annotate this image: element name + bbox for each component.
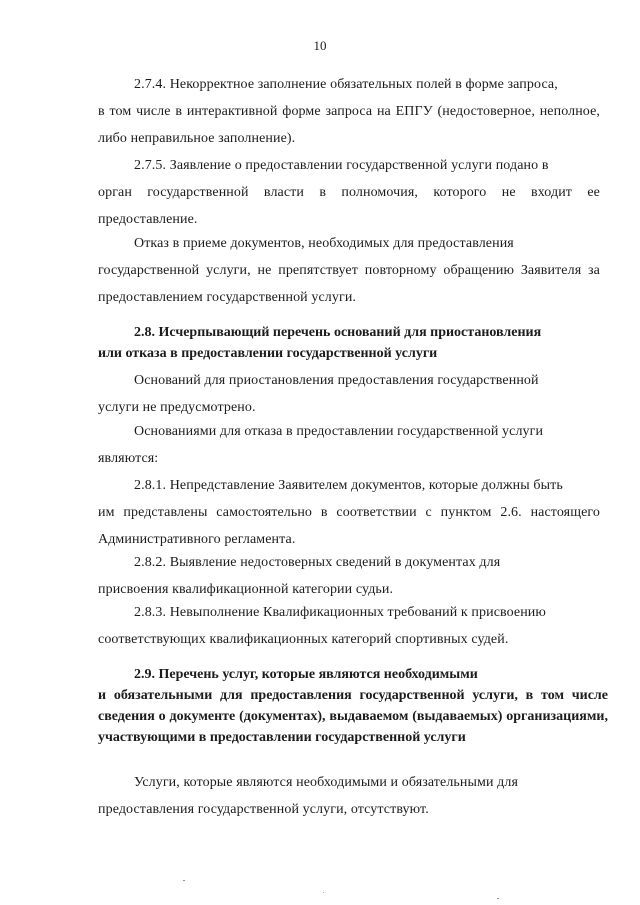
paragraph-2-7-5: [98, 152, 600, 233]
paragraph-continuation: предоставления государственной услуги, отсутствуют.: [98, 802, 429, 817]
scan-speck: [183, 880, 185, 881]
paragraph-continuation: услуги не предусмотрено.: [98, 400, 256, 415]
paragraph-continuation: являются:: [98, 451, 159, 466]
section-heading-2-9: [98, 664, 608, 748]
heading-first-line: 2.8. Исчерпывающий перечень оснований для приостановления: [134, 325, 542, 340]
paragraph-first-line: Отказ в приеме документов, необходимых для предоставления: [134, 236, 514, 251]
paragraph-2-8-1: [98, 472, 600, 553]
scan-speck: [497, 898, 499, 899]
paragraph-first-line: 2.7.4. Некорректное заполнение обязательных полей в форме запроса,: [134, 77, 558, 92]
paragraph-first-line: Услуги, которые являются необходимыми и обязательными для: [134, 775, 519, 790]
paragraph-first-line: 2.8.1. Непредставление Заявителем документов, которые должны быть: [134, 478, 563, 493]
heading-first-line: 2.9. Перечень услуг, которые являются необходимыми: [134, 667, 478, 682]
paragraph-first-line: 2.8.3. Невыполнение Квалификационных требований к присвоению: [134, 605, 546, 620]
paragraph-2-8-3: [98, 599, 600, 653]
paragraph-first-line: Оснований для приостановления предоставления государственной: [134, 373, 539, 388]
paragraph-services-absent: [98, 769, 600, 823]
scan-speck: [323, 892, 324, 893]
paragraph-continuation: им представлены самостоятельно в соответствии с пунктом 2.6. настоящего Административного регламента.: [98, 505, 600, 547]
paragraph-continuation: государственной услуги, не препятствует повторному обращению Заявителя за предоставлением государственной услуги.: [98, 263, 600, 305]
paragraph-first-line: 2.7.5. Заявление о предоставлении государственной услуги подано в: [134, 158, 549, 173]
paragraph-continuation: соответствующих квалификационных категорий спортивных судей.: [98, 632, 509, 647]
paragraph-continuation: в том числе в интерактивной форме запроса на ЕПГУ (недостоверное, неполное, либо неправильное заполнение).: [98, 104, 600, 146]
page-number: 10: [313, 38, 327, 53]
section-heading-2-8: [98, 322, 608, 364]
paragraph-2-8-2: [98, 549, 600, 603]
paragraph-first-line: 2.8.2. Выявление недостоверных сведений в документах для: [134, 555, 501, 570]
paragraph-continuation: присвоения квалификационной категории судьи.: [98, 582, 394, 597]
paragraph-first-line: Основаниями для отказа в предоставлении государственной услуги: [134, 424, 544, 439]
paragraph-2-7-4: [98, 71, 600, 152]
paragraph-refusal-note: [98, 230, 600, 311]
paragraph-no-suspension: [98, 367, 600, 421]
heading-continuation: или отказа в предоставлении государственной услуги: [98, 346, 438, 361]
paragraph-refusal-grounds: [98, 418, 600, 472]
paragraph-continuation: орган государственной власти в полномочия, которого не входит ее предоставление.: [98, 185, 600, 227]
heading-continuation: и обязательными для предоставления государственной услуги, в том числе сведения о документе (документах), выдаваемом (выдаваемых) организациями, участвующими в предоставлении государственной услуги: [98, 688, 608, 745]
